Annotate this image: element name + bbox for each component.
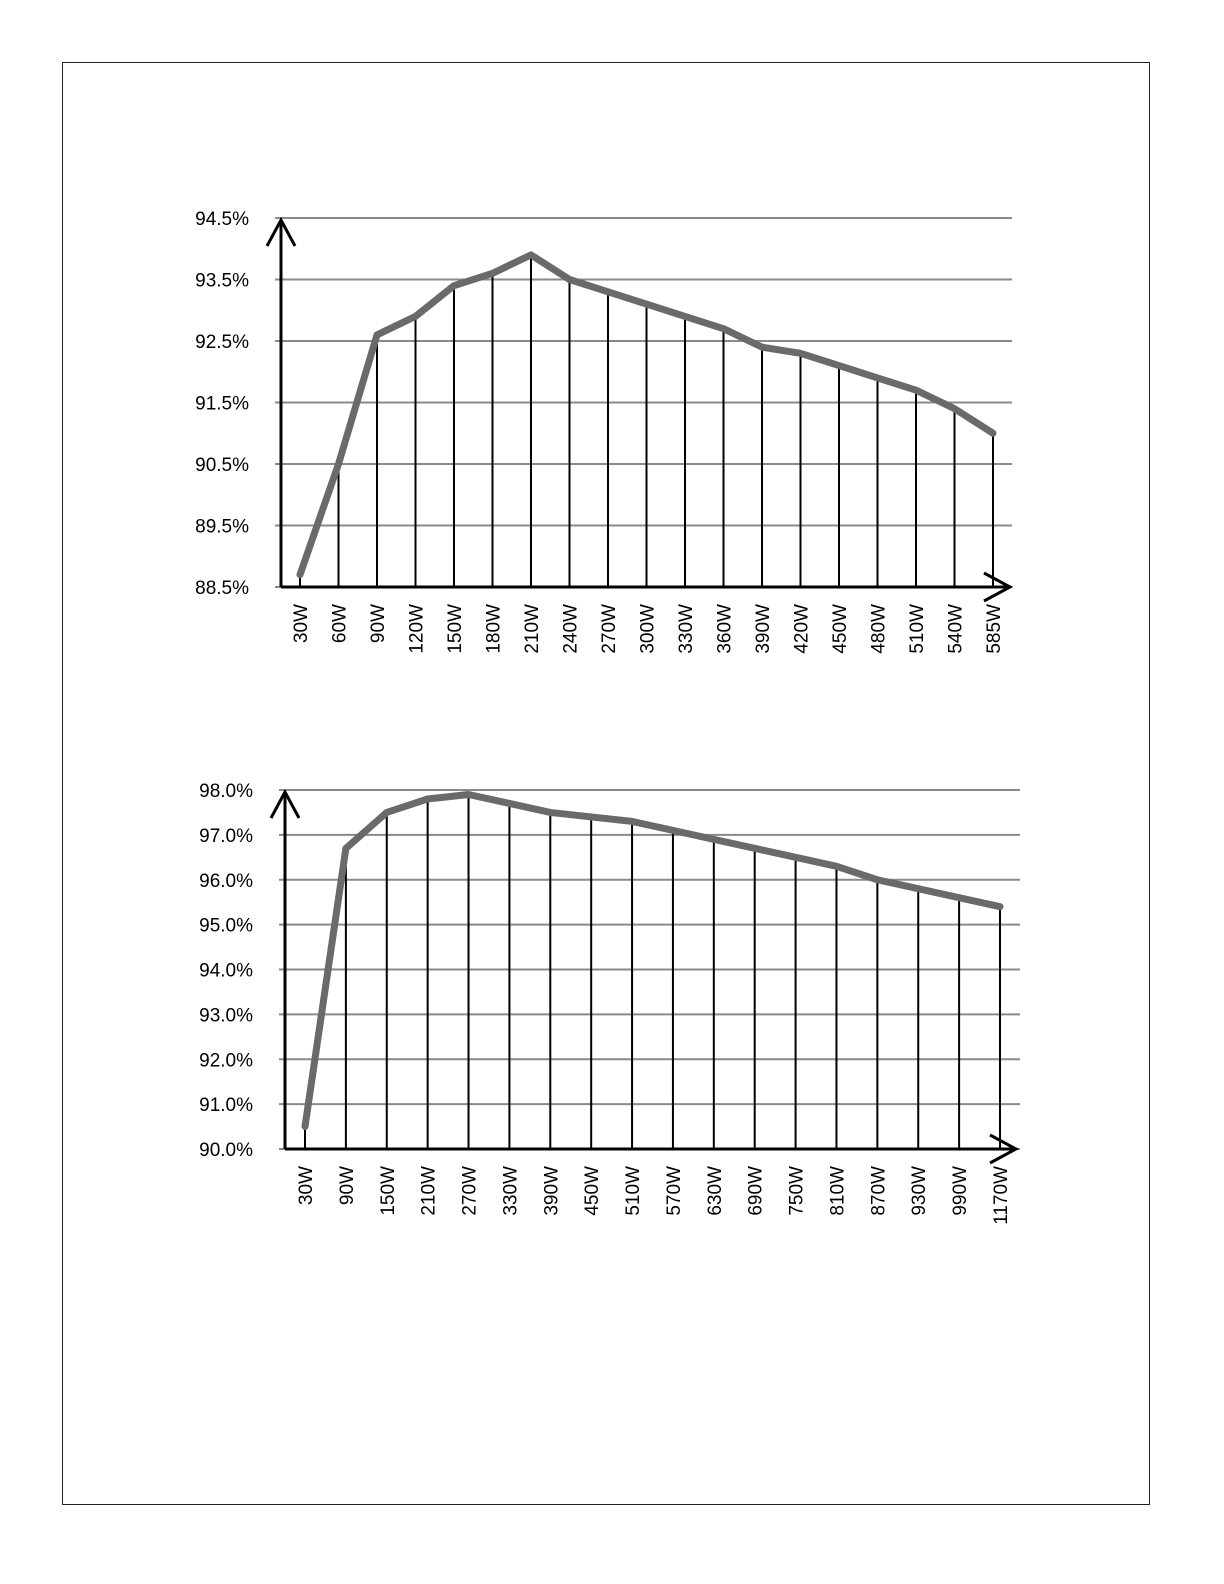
x-tick-label: 510W <box>623 1166 645 1216</box>
x-tick-label: 300W <box>637 604 659 654</box>
x-tick-label: 210W <box>418 1166 440 1216</box>
series-line <box>305 794 1000 1126</box>
x-tick-label: 240W <box>560 604 582 654</box>
x-tick-label: 390W <box>753 604 774 654</box>
data-point <box>567 277 572 282</box>
data-point <box>298 572 303 577</box>
data-point <box>606 289 611 294</box>
y-tick-label: 92.5% <box>195 332 249 353</box>
data-point <box>375 332 380 337</box>
y-tick-label: 92.0% <box>199 1050 253 1072</box>
x-tick-label: 870W <box>868 1166 890 1216</box>
x-tick-label: 540W <box>945 604 967 654</box>
data-point <box>425 796 430 801</box>
x-tick-label: 330W <box>500 1166 522 1216</box>
data-point <box>957 895 962 900</box>
y-tick-label: 91.5% <box>195 393 249 415</box>
data-point <box>793 855 798 860</box>
data-point <box>670 828 675 833</box>
x-tick-label: 585W <box>984 604 1005 654</box>
data-point <box>875 877 880 882</box>
y-tick-label: 95.0% <box>199 915 253 937</box>
data-point <box>914 388 919 393</box>
y-tick-label: 96.0% <box>199 870 253 892</box>
data-point <box>490 271 495 276</box>
data-point <box>466 792 471 797</box>
x-tick-label: 510W <box>907 604 928 654</box>
x-tick-label: 180W <box>483 604 505 654</box>
y-tick-label: 94.5% <box>195 209 249 230</box>
x-tick-label: 30W <box>291 604 312 644</box>
chart-upper <box>195 209 1012 654</box>
x-tick-label: 270W <box>599 604 620 654</box>
data-point <box>875 375 880 380</box>
x-tick-label: 360W <box>714 604 736 654</box>
x-tick-label: 690W <box>745 1166 767 1216</box>
y-tick-label: 88.5% <box>195 578 249 599</box>
x-tick-label: 90W <box>368 604 389 644</box>
data-point <box>384 810 389 815</box>
x-tick-label: 150W <box>377 1166 399 1216</box>
x-tick-label: 630W <box>704 1166 726 1216</box>
x-tick-label: 30W <box>296 1166 317 1206</box>
y-tick-label: 89.5% <box>195 516 249 538</box>
y-tick-label: 90.5% <box>195 455 249 476</box>
data-point <box>644 302 649 307</box>
data-point <box>343 846 348 851</box>
data-point <box>760 345 765 350</box>
x-tick-label: 330W <box>676 604 697 654</box>
x-tick-label: 750W <box>786 1166 808 1216</box>
x-tick-label: 270W <box>459 1166 481 1216</box>
y-tick-label: 98.0% <box>199 781 253 802</box>
data-point <box>721 326 726 331</box>
x-tick-label: 390W <box>541 1166 563 1216</box>
x-tick-label: 450W <box>830 604 851 654</box>
data-point <box>952 406 957 411</box>
data-point <box>630 819 635 824</box>
data-point <box>834 864 839 869</box>
data-point <box>752 846 757 851</box>
x-tick-label: 120W <box>406 604 428 654</box>
data-point <box>798 351 803 356</box>
data-point <box>916 886 921 891</box>
data-point <box>303 1124 308 1129</box>
chart-lower <box>199 781 1020 1225</box>
x-tick-label: 1170W <box>991 1166 1012 1225</box>
y-tick-label: 93.5% <box>195 270 249 292</box>
y-tick-label: 93.0% <box>199 1005 253 1027</box>
x-tick-label: 60W <box>329 604 351 644</box>
data-point <box>413 314 418 319</box>
data-point <box>452 283 457 288</box>
x-tick-label: 570W <box>663 1166 685 1216</box>
data-point <box>991 431 996 436</box>
data-point <box>529 252 534 257</box>
data-point <box>589 814 594 819</box>
x-tick-label: 210W <box>522 604 543 654</box>
x-tick-label: 420W <box>791 604 813 654</box>
data-point <box>711 837 716 842</box>
y-tick-label: 90.0% <box>199 1140 253 1161</box>
x-tick-label: 930W <box>909 1166 931 1216</box>
data-point <box>336 462 341 467</box>
y-tick-label: 97.0% <box>199 825 253 847</box>
x-tick-label: 810W <box>827 1166 849 1216</box>
x-tick-label: 150W <box>445 604 466 654</box>
y-tick-label: 94.0% <box>199 960 253 982</box>
data-point <box>683 314 688 319</box>
x-tick-label: 90W <box>336 1166 358 1206</box>
data-point <box>548 810 553 815</box>
data-point <box>998 904 1003 909</box>
x-tick-label: 990W <box>950 1166 972 1216</box>
data-point <box>837 363 842 368</box>
x-tick-label: 450W <box>582 1166 604 1216</box>
x-tick-label: 480W <box>868 604 890 654</box>
y-tick-label: 91.0% <box>199 1095 253 1117</box>
data-point <box>507 801 512 806</box>
